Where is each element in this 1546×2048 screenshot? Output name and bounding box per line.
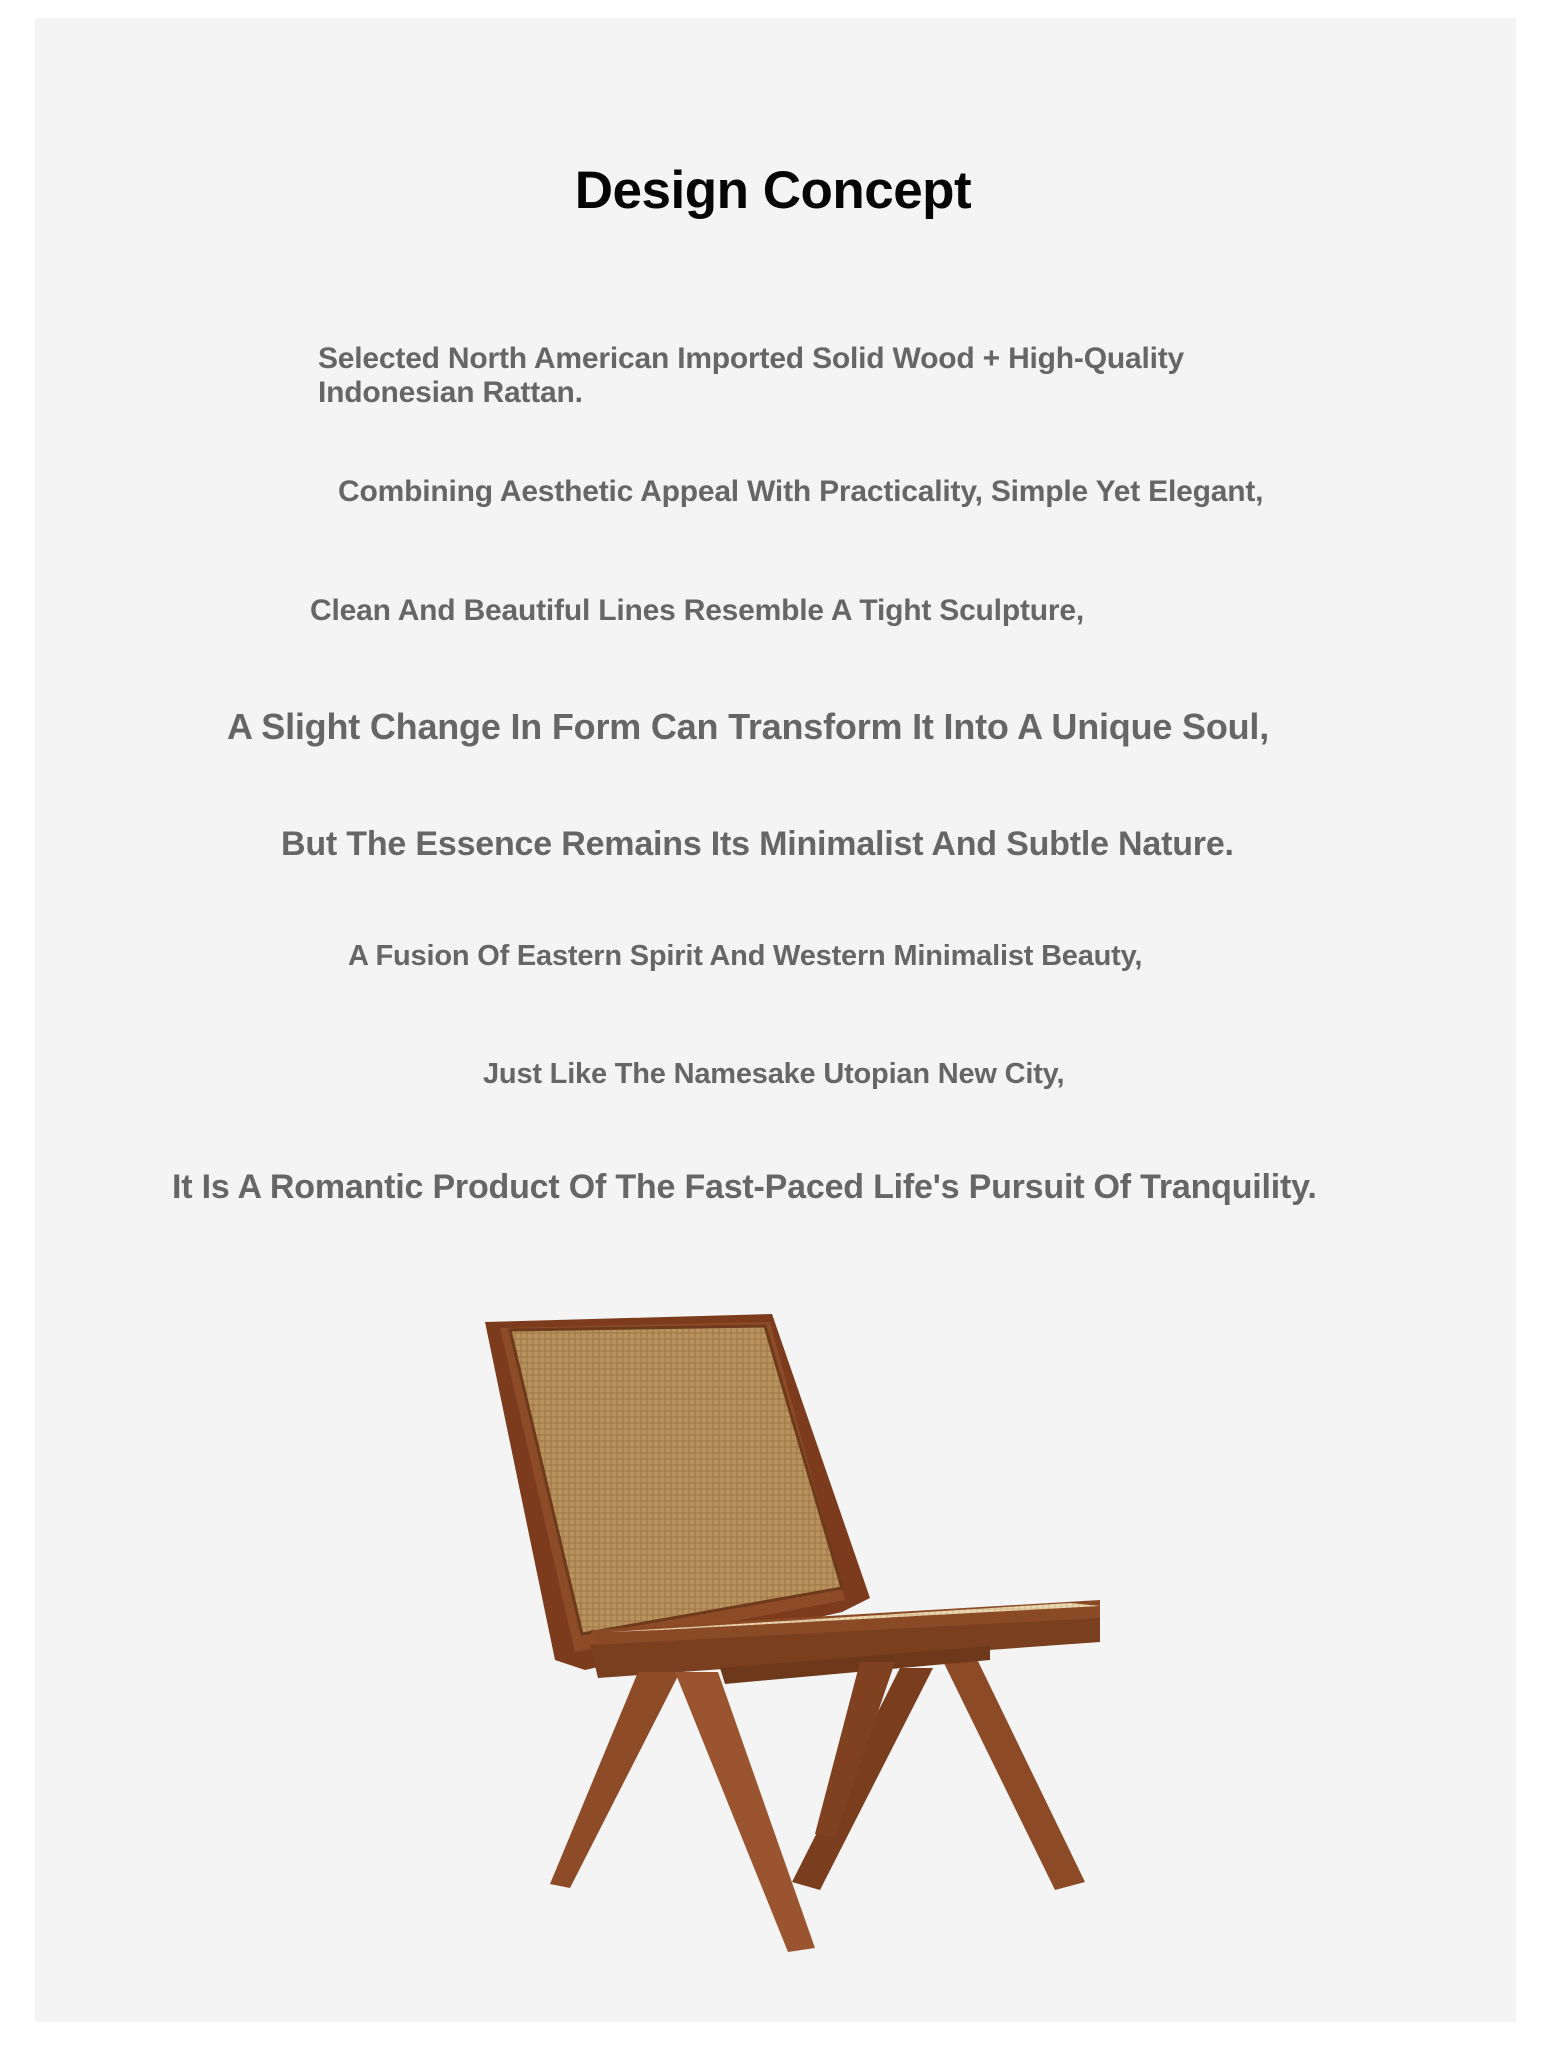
concept-line-1: Selected North American Imported Solid Wood + High-Quality Indonesian Rattan.: [318, 342, 1185, 409]
page-title: Design Concept: [574, 161, 972, 220]
chair-leg-right-back: [940, 1655, 1085, 1890]
concept-line-3: Clean And Beautiful Lines Resemble A Tight Sculpture,: [310, 594, 1084, 627]
concept-line-7: Just Like The Namesake Utopian New City,: [483, 1058, 1065, 1090]
concept-line-5: But The Essence Remains Its Minimalist And Subtle Nature.: [281, 825, 1234, 863]
chair-leg-front-left: [550, 1672, 680, 1888]
concept-line-8: It Is A Romantic Product Of The Fast-Paced Life's Pursuit Of Tranquility.: [172, 1168, 1317, 1206]
concept-line-2: Combining Aesthetic Appeal With Practicality, Simple Yet Elegant,: [338, 475, 1264, 508]
chair-image: [470, 1300, 1110, 1970]
chair-leg-front-right: [675, 1672, 815, 1952]
concept-line-4: A Slight Change In Form Can Transform It Into A Unique Soul,: [227, 706, 1270, 747]
concept-line-6: A Fusion Of Eastern Spirit And Western Minimalist Beauty,: [348, 940, 1143, 972]
